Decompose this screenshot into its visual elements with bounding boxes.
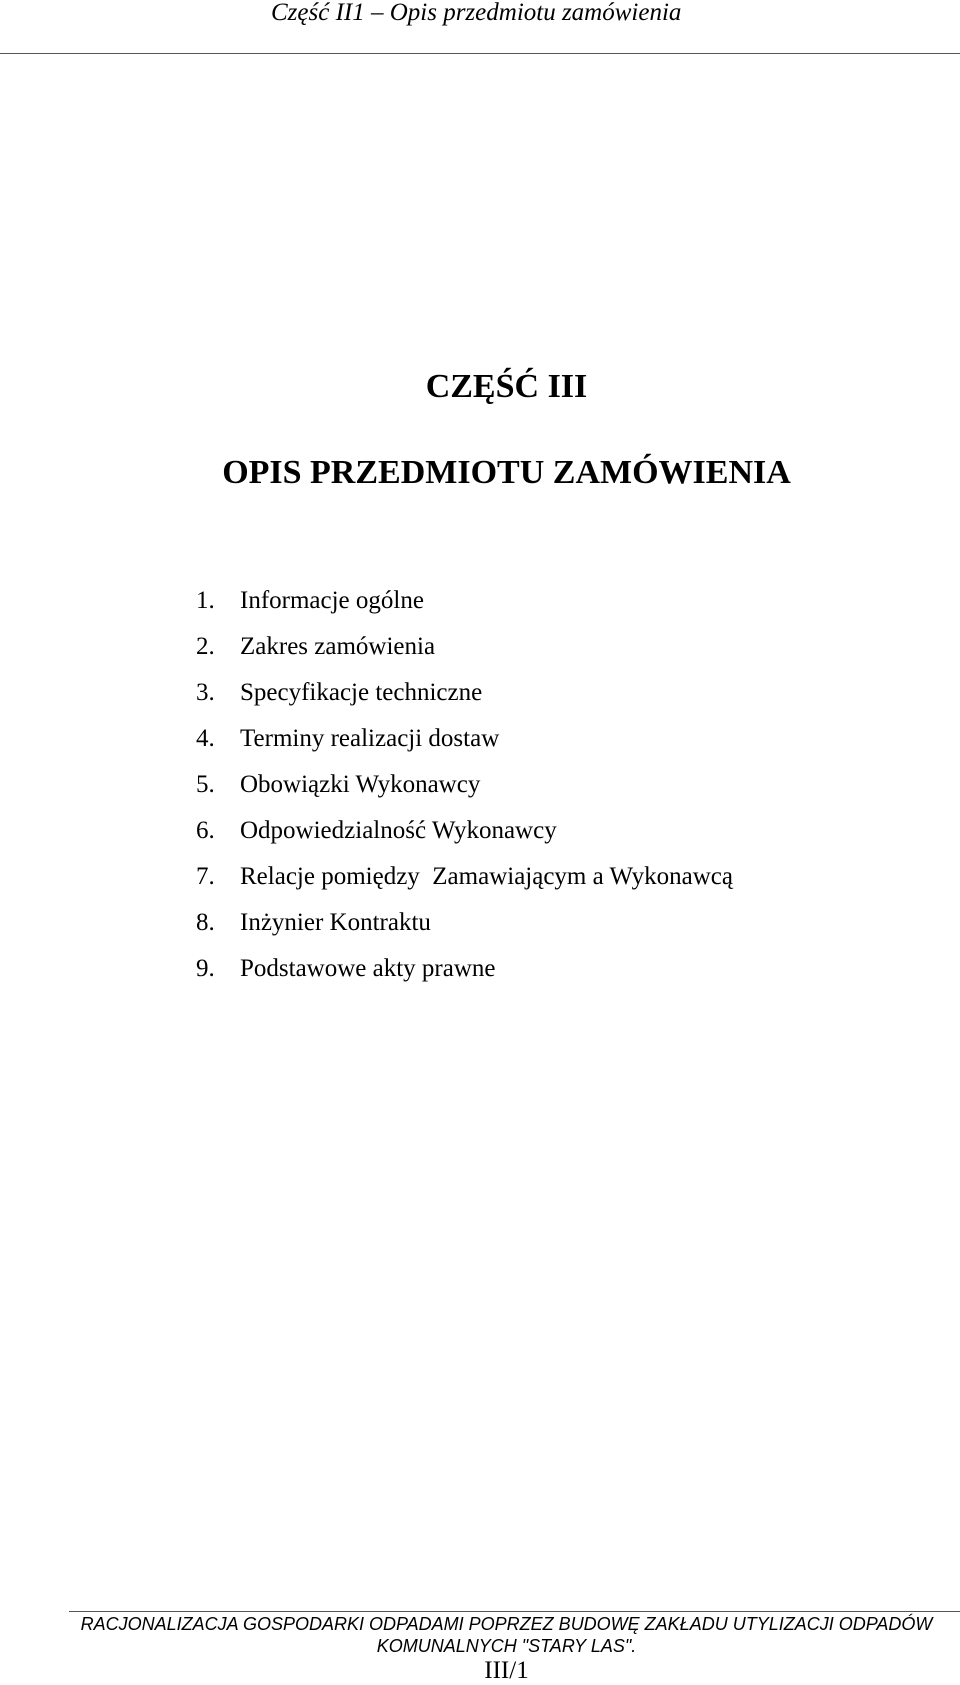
toc-item (196, 859, 733, 905)
toc-item (196, 767, 733, 813)
toc-item-number: 8. (196, 909, 215, 936)
toc-item-number: 9. (196, 955, 215, 982)
page-number: III/1 (484, 1657, 529, 1684)
toc-item-number: 6. (196, 817, 215, 844)
toc-item-label: Relacje pomiędzy Zamawiającym a Wykonawcą (240, 863, 733, 890)
toc-item-number: 4. (196, 725, 215, 752)
toc-item-number: 7. (196, 863, 215, 890)
toc-item (196, 905, 733, 951)
toc-item-number: 2. (196, 633, 215, 660)
toc-item (196, 813, 733, 859)
toc-item-label: Specyfikacje techniczne (240, 679, 483, 706)
toc-item-label: Obowiązki Wykonawcy (240, 771, 481, 798)
part-title: CZĘŚĆ III (425, 368, 588, 405)
toc-item-label: Inżynier Kontraktu (240, 909, 431, 936)
toc-item-label: Informacje ogólne (240, 587, 424, 614)
header-divider (0, 53, 960, 54)
running-header: Część II1 – Opis przedmiotu zamówienia (271, 0, 682, 26)
toc-item (196, 629, 733, 675)
toc-item-label: Zakres zamówienia (240, 633, 436, 660)
footer-divider (69, 1611, 960, 1612)
toc-item-number: 1. (196, 587, 215, 614)
footer-project-title-line-2: KOMUNALNYCH "STARY LAS". (376, 1636, 637, 1656)
toc-item (196, 583, 733, 629)
toc-item (196, 951, 733, 997)
subject-title: OPIS PRZEDMIOTU ZAMÓWIENIA (222, 454, 791, 491)
toc-item-number: 3. (196, 679, 215, 706)
toc-item (196, 675, 733, 721)
footer-project-title-line-1: RACJONALIZACJA GOSPODARKI ODPADAMI POPRZEZ BUDOWĘ ZAKŁADU UTYLIZACJI ODPADÓW (80, 1614, 933, 1634)
toc-item (196, 721, 733, 767)
toc-item-number: 5. (196, 771, 215, 798)
toc-item-label: Podstawowe akty prawne (240, 955, 496, 982)
toc-item-label: Odpowiedzialność Wykonawcy (240, 817, 557, 844)
toc-item-label: Terminy realizacji dostaw (240, 725, 500, 752)
table-of-contents (196, 583, 733, 997)
